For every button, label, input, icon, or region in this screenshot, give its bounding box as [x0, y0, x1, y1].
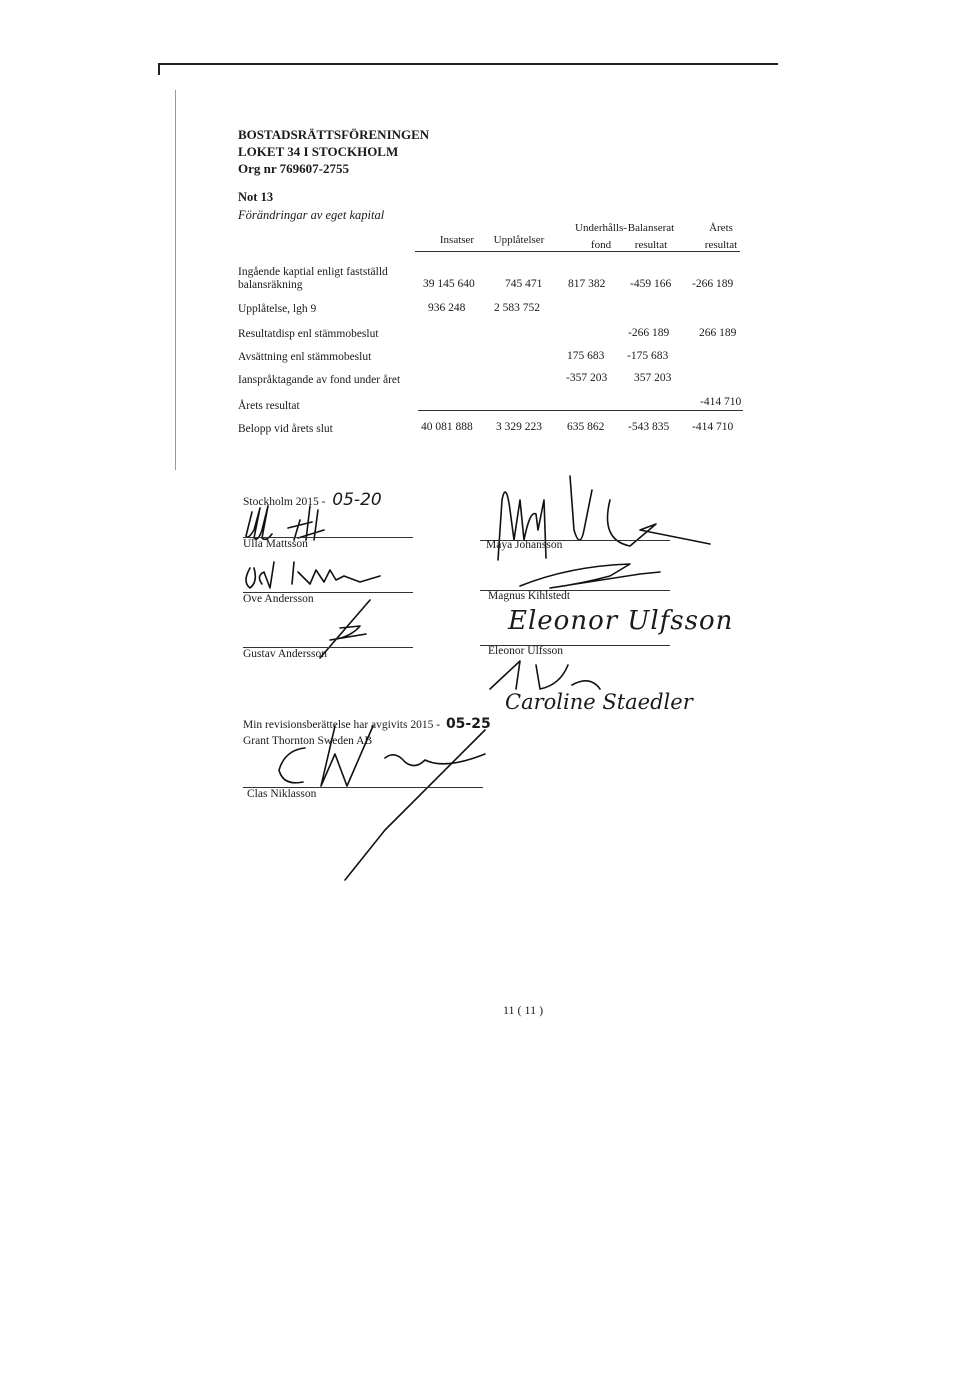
signer-name: Clas Niklasson: [247, 788, 317, 800]
row-label: Upplåtelse, lgh 9: [238, 303, 317, 315]
cell-value: 266 189: [699, 327, 737, 339]
cell-value: 936 248: [428, 302, 466, 314]
total-value: 40 081 888: [421, 421, 473, 433]
cell-value: -414 710: [700, 396, 742, 408]
column-header-upplatelser: Upplåtelser: [493, 234, 545, 246]
cell-value: 39 145 640: [423, 278, 475, 290]
cell-value: 175 683: [567, 350, 605, 362]
cell-value: -266 189: [692, 278, 734, 290]
cell-value: -459 166: [630, 278, 672, 290]
row-label: Årets resultat: [238, 400, 300, 412]
signature-caroline-staedler: Caroline Staedler: [505, 690, 693, 714]
header-underline: [415, 251, 740, 252]
note-number: Not 13: [238, 190, 274, 204]
signer-name: Eleonor Ulfsson: [488, 645, 564, 657]
total-value: -414 710: [692, 421, 734, 433]
total-value: 635 862: [567, 421, 605, 433]
note-title: Förändringar av eget kapital: [238, 208, 385, 222]
cell-value: 817 382: [568, 278, 606, 290]
scan-edge-line: [158, 63, 160, 75]
audit-statement: Min revisionsberättelse har avgivits 2015 - 05-25: [243, 716, 491, 732]
total-value: -543 835: [628, 421, 670, 433]
signer-name: Ulla Mattsson: [243, 538, 308, 550]
signer-name: Gustav Andersson: [243, 648, 328, 660]
column-header-insatser: Insatser: [439, 234, 475, 246]
page-number: 11 ( 11 ): [503, 1003, 544, 1017]
signer-name: Ove Andersson: [243, 593, 314, 605]
row-label: Ingående kaptial enligt fastställd: [238, 266, 388, 278]
signer-name: Maya Johansson: [486, 539, 563, 551]
total-label: Belopp vid årets slut: [238, 423, 333, 435]
cell-value: -266 189: [628, 327, 670, 339]
cell-value: -175 683: [627, 350, 669, 362]
scan-edge-line: [175, 90, 176, 470]
row-label: Resultatdisp enl stämmobeslut: [238, 328, 379, 340]
org-number: Org nr 769607-2755: [238, 161, 349, 176]
total-value: 3 329 223: [496, 421, 542, 433]
org-address: LOKET 34 I STOCKHOLM: [238, 144, 399, 159]
signature-caroline-staedler-mark: [480, 655, 610, 695]
row-label: Ianspråktagande av fond under året: [238, 374, 401, 386]
signature-clas-niklasson: [255, 690, 495, 880]
place-date: Stockholm 2015 - 05-20: [243, 490, 382, 510]
row-label: balansräkning: [238, 279, 303, 291]
column-header-arets-resultat: Årets resultat: [704, 222, 738, 251]
cell-value: 2 583 752: [494, 302, 540, 314]
row-label: Avsättning enl stämmobeslut: [238, 351, 372, 363]
cell-value: 745 471: [505, 278, 543, 290]
signature-maya-johansson: [480, 470, 720, 570]
total-rule: [418, 410, 743, 411]
signer-name: Magnus Kihlstedt: [488, 590, 571, 602]
org-name: BOSTADSRÄTTSFÖRENINGEN: [238, 127, 430, 142]
signature-eleonor-ulfsson: Eleonor Ulfsson: [508, 606, 734, 636]
audit-firm: Grant Thornton Sweden AB: [243, 735, 373, 747]
column-header-balanserat: Balanserat resultat: [627, 222, 675, 251]
scan-edge-line: [158, 63, 778, 65]
column-header-underhallsfond: Underhålls- fond: [575, 222, 627, 251]
cell-value: -357 203: [566, 372, 608, 384]
cell-value: 357 203: [634, 372, 672, 384]
